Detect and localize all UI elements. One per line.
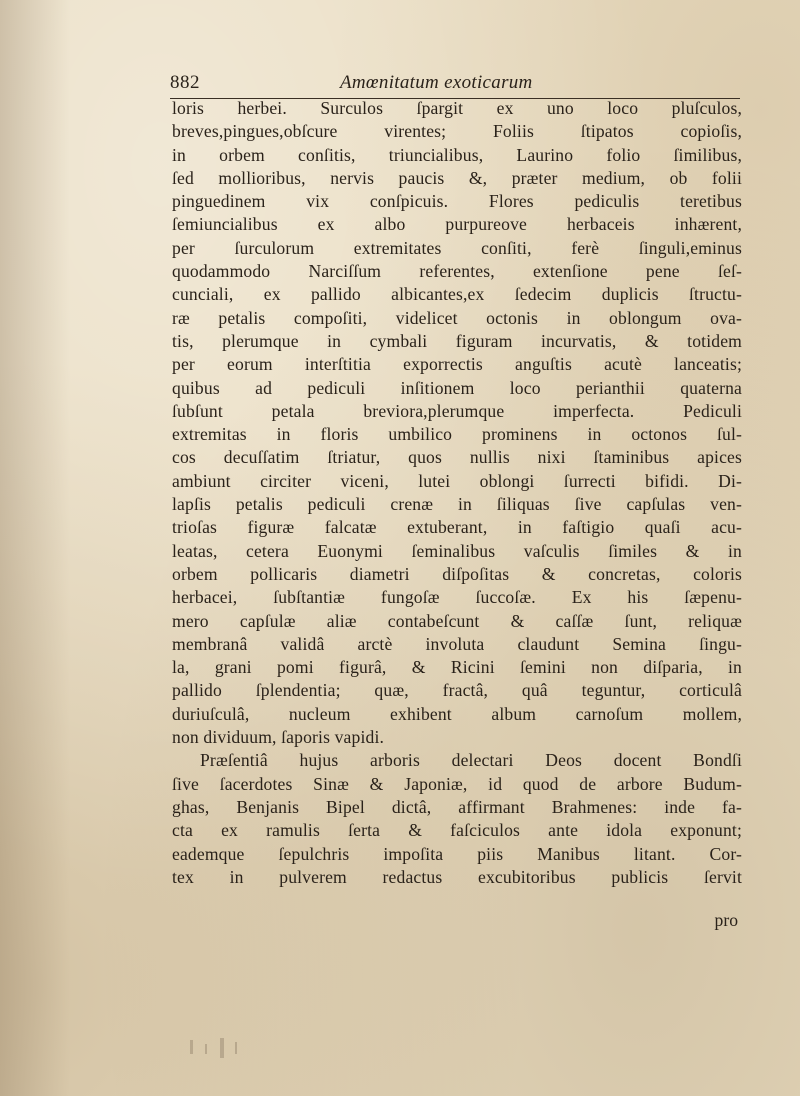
text-line: la, grani pomi figurâ, & Ricini ſemini non diſparia, in (172, 657, 742, 678)
page-fold-shadow (0, 0, 70, 1096)
text-line: cta ex ramulis ſerta & faſciculos ante idola exponunt; (172, 820, 742, 841)
text-line: in orbem conſitis, triuncialibus, Laurino folio ſimilibus, (172, 144, 742, 165)
text-line: tis, plerumque in cymbali figuram incurvatis, & totidem (172, 330, 742, 351)
text-line: trioſas figuræ falcatæ extuberant, in faſtigio quaſi acu- (172, 517, 742, 538)
text-line: pallido ſplendentia; quæ, fractâ, quâ teguntur, corticulâ (172, 680, 742, 701)
page-number: 882 (170, 72, 200, 93)
text-line: lapſis petalis pediculi crenæ in ſiliquas ſive capſulas ven- (172, 494, 742, 515)
text-line: duriuſculâ, nucleum exhibent album carnoſum mollem, (172, 703, 742, 724)
text-line: cos decuſſatim ſtriatur, quos nullis nixi ſtaminibus apices (172, 447, 742, 468)
text-line: non dividuum, ſaporis vapidi. (172, 727, 385, 748)
text-line: quibus ad pediculi inſitionem loco perianthii quaterna (172, 377, 742, 398)
text-line: orbem pollicaris diametri diſpoſitas & concretas, coloris (172, 563, 742, 584)
running-head: Amœnitatum exoticarum (340, 72, 533, 93)
text-line: mero capſulæ aliæ contabeſcunt & caſſæ ſunt, reliquæ (172, 610, 742, 631)
text-line: Præſentiâ hujus arboris delectari Deos docent Bondſi (200, 750, 742, 771)
text-line: membranâ validâ arctè involuta claudunt Semina ſingu- (172, 633, 742, 654)
text-line: ambiunt circiter viceni, lutei oblongi ſurrecti bifidi. Di- (172, 470, 742, 491)
body-text (172, 97, 742, 889)
text-line: herbacei, ſubſtantiæ fungoſæ ſuccoſæ. Ex his ſæpenu- (172, 587, 742, 608)
text-line: ſive ſacerdotes Sinæ & Japoniæ, id quod de arbore Budum- (172, 773, 742, 794)
text-line: ſemiuncialibus ex albo purpureove herbaceis inhærent, (172, 214, 742, 235)
text-line: ſubſunt petala breviora,plerumque imperfecta. Pediculi (172, 400, 742, 421)
catchword: pro (714, 910, 738, 930)
text-line: ſed mollioribus, nervis paucis &, præter medium, ob folii (172, 167, 742, 188)
text-line: tex in pulverem redactus excubitoribus publicis ſervit (172, 866, 742, 887)
text-line: ræ petalis compoſiti, videlicet octonis in oblongum ova- (172, 307, 742, 328)
text-line: leatas, cetera Euonymi ſeminalibus vaſculis ſimiles & in (172, 540, 742, 561)
ink-bleed-marks (150, 1020, 270, 1080)
text-line: pinguedinem vix conſpicuis. Flores pediculis teretibus (172, 191, 742, 212)
text-line: per ſurculorum extremitates conſiti, ferè ſinguli,eminus (172, 237, 742, 258)
text-line: breves,pingues,obſcure virentes; Foliis ſtipatos copioſis, (172, 121, 742, 142)
text-line: ghas, Benjanis Bipel dictâ, affirmant Brahmenes: inde fa- (172, 796, 742, 817)
text-line: cunciali, ex pallido albicantes,ex ſedecim duplicis ſtructu- (172, 284, 742, 305)
text-line: per eorum interſtitia exporrectis anguſtis acutè lanceatis; (172, 354, 742, 375)
text-line: quodammodo Narciſſum referentes, extenſione pene ſeſ- (172, 261, 742, 282)
text-line: loris herbei. Surculos ſpargit ex uno loco pluſculos, (172, 98, 742, 118)
page-header (170, 70, 740, 96)
text-line: extremitas in floris umbilico prominens in octonos ſul- (172, 424, 742, 445)
text-line: eademque ſepulchris impoſita piis Manibus litant. Cor- (172, 843, 742, 864)
